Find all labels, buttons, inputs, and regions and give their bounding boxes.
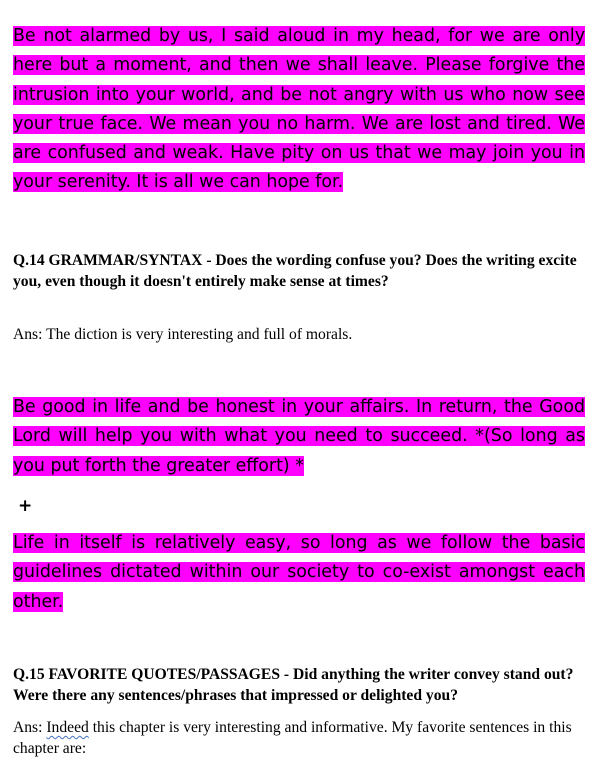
highlighted-passage-1	[13, 22, 585, 198]
passage-3-text: Life in itself is relatively easy, so long as we follow the basic guidelines dictated within our society to co-exist amongst each other.	[13, 533, 585, 612]
question-14-heading: Q.14 GRAMMAR/SYNTAX - Does the wording confuse you? Does the writing excite you, even though it doesn't entirely make sense at times?	[13, 252, 577, 290]
question-15-answer	[13, 717, 591, 759]
answer-text: this chapter is very interesting and informative. My favorite sentences in this chapter are:	[13, 719, 572, 757]
highlighted-passage-3	[13, 529, 585, 617]
question-14-answer: Ans: The diction is very interesting and full of morals.	[13, 326, 353, 343]
spellcheck-flagged-word[interactable]: Indeed	[46, 719, 89, 736]
passage-2-text: Be good in life and be honest in your affairs. In return, the Good Lord will help you with what you need to succeed. *(So long as you put forth the greater effort) *	[13, 397, 585, 476]
passage-1-text: Be not alarmed by us, I said aloud in my head, for we are only here but a moment, and then we shall leave. Please forgive the intrusion into your world, and be not angry with us who now see your true face. We mean you no harm. We are lost and tired. We are confused and weak. Have pity on us that we may join you in your serenity. It is all we can hope for.	[13, 26, 585, 193]
highlighted-passage-2	[13, 393, 585, 481]
answer-prefix: Ans:	[13, 719, 47, 736]
question-15-heading: Q.15 FAVORITE QUOTES/PASSAGES - Did anything the writer convey stand out? Were there any sentences/phrases that impressed or delighted you?	[13, 666, 574, 704]
plus-sign: +	[18, 496, 33, 516]
